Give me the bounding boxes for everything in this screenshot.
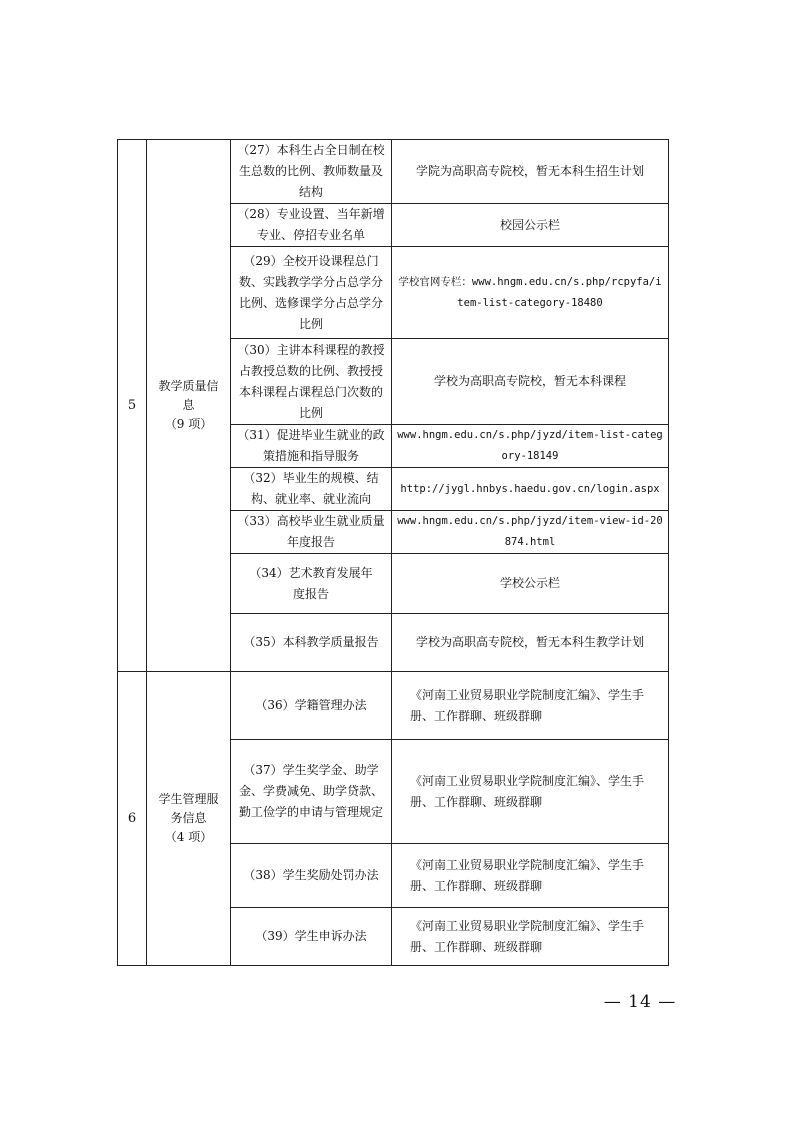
item-cell: （34）艺术教育发展年度报告 [231,554,392,614]
item-cell: （38）学生奖励处罚办法 [231,844,392,908]
source-cell: 学院为高职高专院校，暂无本科生招生计划 [392,140,669,204]
item-cell: （29）全校开设课程总门数、实践教学学分占总学分比例、选修课学分占总学分比例 [231,247,392,339]
section-category [147,140,231,672]
item-cell: （36）学籍管理办法 [231,672,392,740]
page-number: — 14 — [603,992,677,1012]
item-cell: （39）学生申诉办法 [231,908,392,966]
item-cell: （35）本科教学质量报告 [231,614,392,672]
source-cell: www.hngm.edu.cn/s.php/jyzd/item-view-id-20874.html [392,511,669,554]
source-cell: 学校公示栏 [392,554,669,614]
source-cell: 学校官网专栏：www.hngm.edu.cn/s.php/rcpyfa/item-list-category-18480 [392,247,669,339]
section-number: 6 [118,672,147,966]
item-cell: （27）本科生占全日制在校生总数的比例、教师数量及结构 [231,140,392,204]
source-cell: 《河南工业贸易职业学院制度汇编》、学生手册、工作群聊、班级群聊 [392,844,669,908]
table-row [118,140,669,204]
item-cell: （32）毕业生的规模、结构、就业率、就业流向 [231,468,392,511]
category-count: （9 项） [164,417,213,431]
item-cell: （31）促进毕业生就业的政策措施和指导服务 [231,425,392,468]
source-cell: 《河南工业贸易职业学院制度汇编》、学生手册、工作群聊、班级群聊 [392,740,669,844]
source-cell: 《河南工业贸易职业学院制度汇编》、学生手册、工作群聊、班级群聊 [392,908,669,966]
source-cell: 《河南工业贸易职业学院制度汇编》、学生手册、工作群聊、班级群聊 [392,672,669,740]
section-category [147,672,231,966]
item-cell: （37）学生奖学金、助学金、学费减免、助学贷款、勤工俭学的申请与管理规定 [231,740,392,844]
section-number: 5 [118,140,147,672]
source-cell: 学校为高职高专院校，暂无本科课程 [392,339,669,425]
item-cell: （30）主讲本科课程的教授占教授总数的比例、教授授本科课程占课程总门次数的比例 [231,339,392,425]
source-cell: http://jygl.hnbys.haedu.gov.cn/login.aspx [392,468,669,511]
item-cell: （33）高校毕业生就业质量年度报告 [231,511,392,554]
category-count: （4 项） [164,830,213,844]
item-cell: （28）专业设置、当年新增专业、停招专业名单 [231,204,392,247]
source-cell: 学校为高职高专院校，暂无本科生教学计划 [392,614,669,672]
category-label: 教学质量信息 [158,379,219,412]
source-cell: 校园公示栏 [392,204,669,247]
category-label: 学生管理服务信息 [158,792,219,825]
table-row [118,672,669,740]
disclosure-table [117,139,669,966]
source-cell: www.hngm.edu.cn/s.php/jyzd/item-list-category-18149 [392,425,669,468]
